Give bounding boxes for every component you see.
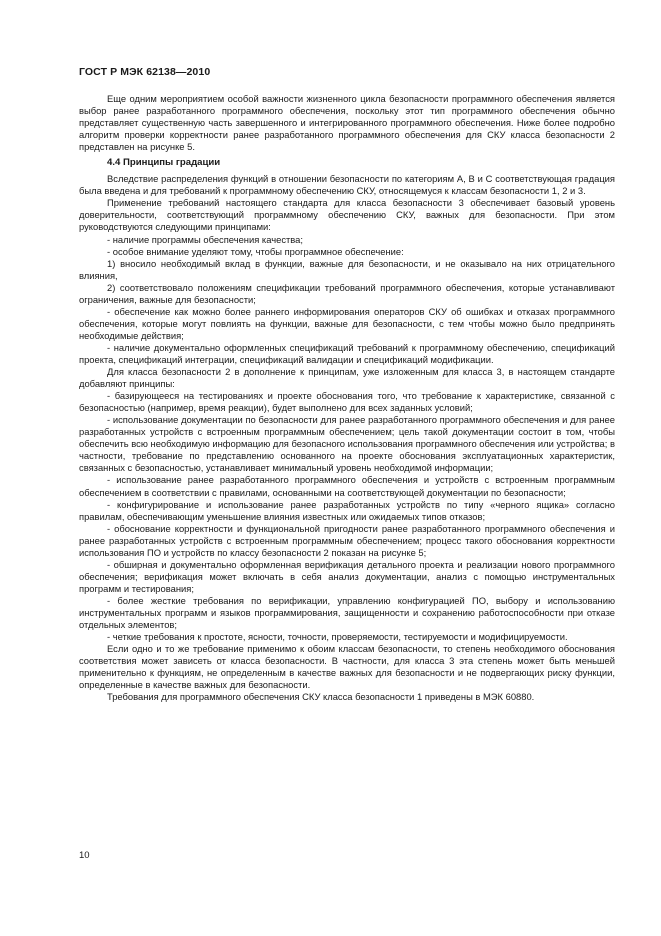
body-paragraph: Применение требований настоящего стандарта для класса безопасности 3 обеспечивает базовый уровень доверительности, соответствующий программному обеспечению СКУ, важных для безопасности. При этом руководствуются следующими принципами:	[79, 197, 615, 233]
numbered-item: 2) соответствовало положениям спецификации требований программного обеспечения, которые устанавливают ограничения, важные для безопасности;	[79, 281, 615, 305]
page-body	[79, 93, 615, 703]
page-number: 10	[79, 850, 90, 861]
list-item: - конфигурирование и использование ранее разработанных устройств по типу «черного ящика» согласно правилам, обеспечивающим уменьшение влияния известных или ожидаемых типов отказов;	[79, 498, 615, 522]
list-item: - четкие требования к простоте, ясности, точности, проверяемости, тестируемости и модифицируемости.	[107, 631, 568, 643]
list-item: - особое внимание уделяют тому, чтобы программное обеспечение:	[107, 245, 404, 257]
section-heading: 4.4 Принципы градации	[107, 157, 221, 169]
body-paragraph: Вследствие распределения функций в отношении безопасности по категориям А, В и С соответствующая градация была введена и для требований к программному обеспечению СКУ, относящемуся к классам безопасности 1, 2 и 3.	[79, 173, 615, 197]
list-item: - наличие документально оформленных спецификаций требований к программному обеспечению, спецификаций проекта, спецификаций интеграции, спецификаций валидации и спецификаций модификации.	[79, 341, 615, 365]
body-paragraph: Для класса безопасности 2 в дополнение к принципам, уже изложенным для класса 3, в настоящем стандарте добавляют принципы:	[79, 366, 615, 390]
intro-paragraph: Еще одним мероприятием особой важности жизненного цикла безопасности программного обеспечения является выбор ранее разработанного программного обеспечения, поскольку этот тип программного обеспечения обычно представляет существенную часть завершенного и интегрированного программного обеспечения. Ниже более подробно алгоритм проверки корректности ранее разработанного программного обеспечения для СКУ класса безопасности 2 представлен на рисунке 5.	[79, 93, 615, 153]
list-item: - использование документации по безопасности для ранее разработанного программного обеспечения и для ранее разработанных устройств с встроенным программным обеспечением; цель такой документации состоит в том, чтобы обеспечить всю необходимую информацию для безопасного использования программного обеспечения или устройства; в частности, требование по представлению основанного на проекте обоснования эксплуатационных характеристик, связанных с безопасностью, устанавливает минимальный уровень необходимой информации;	[79, 414, 615, 474]
body-paragraph: Если одно и то же требование применимо к обоим классам безопасности, то степень необходимого обоснования соответствия может зависеть от класса безопасности. В частности, для класса 3 эта степень может быть меньшей применительно к функциям, не определенным в качестве важных для безопасности и не подвергающих риску функции, определенные в качестве важных для безопасности.	[79, 643, 615, 691]
body-paragraph: Требования для программного обеспечения СКУ класса безопасности 1 приведены в МЭК 60880.	[107, 691, 535, 703]
list-item: - обоснование корректности и функциональной пригодности ранее разработанного программного обеспечения и ранее разработанных устройств с встроенным программным обеспечением; процесс такого обоснования корректности использования ПО и устройств по классу безопасности 2 показан на рисунке 5;	[79, 522, 615, 558]
list-item: - обширная и документально оформленная верификация детального проекта и реализации нового программного обеспечения; верификация может включать в себя анализ документации, анализ с помощью инструментальных программ и тестирования;	[79, 558, 615, 594]
document-header: ГОСТ Р МЭК 62138—2010	[79, 66, 211, 78]
list-item: - базирующееся на тестированиях и проекте обоснования того, что требование к характеристике, связанной с безопасностью (например, время реакции), будет выполнено для всех заданных условий;	[79, 390, 615, 414]
list-item: - наличие программы обеспечения качества;	[107, 233, 303, 245]
list-item: - использование ранее разработанного программного обеспечения и устройств с встроенным программным обеспечением в соответствии с правилами, основанными на соответствующей документации по безопасности;	[79, 474, 615, 498]
list-item: - более жесткие требования по верификации, управлению конфигурацией ПО, выбору и использованию инструментальных программ и языков программирования, защищенности и сохранению работоспособности при отказе отдельных элементов;	[79, 594, 615, 631]
numbered-item: 1) вносило необходимый вклад в функции, важные для безопасности, и не оказывало на них отрицательного влияния,	[79, 257, 615, 281]
list-item: - обеспечение как можно более раннего информирования операторов СКУ об ошибках и отказах программного обеспечения, которые могут повлиять на функции, важные для безопасности, с тем чтобы можно было предпринять необходимые действия;	[79, 305, 615, 341]
